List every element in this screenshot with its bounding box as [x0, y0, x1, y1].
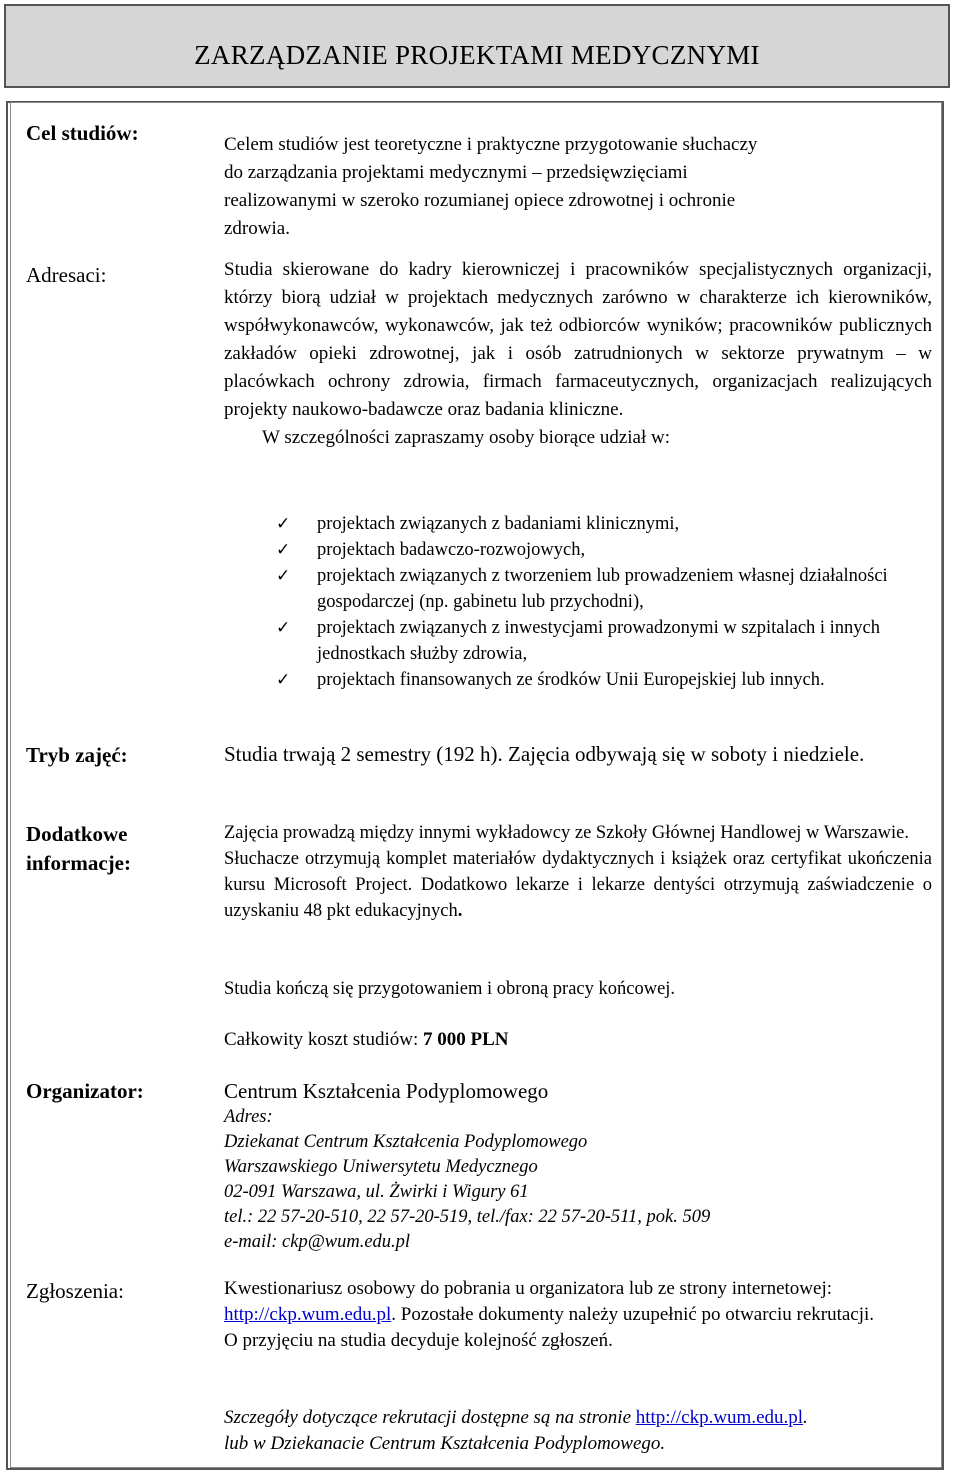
organizator-section — [224, 1077, 932, 1255]
label-tryb-zajec: Tryb zajęć: — [26, 743, 128, 767]
label-organizator: Organizator: — [26, 1079, 144, 1103]
phone-line: tel.: 22 57-20-510, 22 57-20-519, tel./fax: 22 57-20-511, pok. 509 — [224, 1207, 711, 1227]
address-line: Warszawskiego Uniwersytetu Medycznego — [224, 1157, 538, 1177]
dodatkowe-p1: Zajęcia prowadzą między innymi wykładowcy ze Szkoły Głównej Handlowej w Warszawie. — [224, 823, 910, 843]
zgloszenia-p1 — [224, 1276, 932, 1328]
cost-label: Całkowity koszt studiów: — [224, 1029, 423, 1050]
zgloszenia-p3-line2: lub w Dziekanacie Centrum Kształcenia Podyplomowego. — [224, 1433, 666, 1454]
list-item — [276, 667, 936, 693]
organizator-address — [224, 1105, 932, 1255]
adresaci-section — [224, 256, 932, 452]
organizator-name: Centrum Kształcenia Podyplomowego — [224, 1079, 549, 1103]
check-icon: ✓ — [276, 670, 291, 690]
page-title: ZARZĄDZANIE PROJEKTAMI MEDYCZNYMI — [194, 40, 760, 70]
dodatkowe-p3-wrap — [224, 976, 932, 1002]
list-item-text: projektach badawczo-rozwojowych, — [317, 540, 586, 560]
tryb-text: Studia trwają 2 semestry (192 h). Zajęcia odbywają się w soboty i niedziele. — [224, 742, 865, 766]
address-label: Adres: — [224, 1107, 273, 1127]
zgloszenia-p1-after: . Pozostałe dokumenty należy uzupełnić po otwarciu rekrutacji. — [391, 1304, 875, 1325]
dodatkowe-p2 — [224, 846, 932, 924]
check-icon: ✓ — [276, 540, 291, 560]
adresaci-list — [276, 511, 936, 693]
zgloszenia-p3-text: Szczegóły dotyczące rekrutacji dostępne są na stronie — [224, 1407, 636, 1428]
cost-value: 7 000 PLN — [422, 1029, 509, 1050]
check-icon: ✓ — [276, 514, 291, 534]
ckp-website-link[interactable]: http://ckp.wum.edu.pl — [224, 1304, 392, 1325]
list-item — [276, 537, 936, 563]
list-item — [276, 615, 936, 667]
address-line: 02-091 Warszawa, ul. Żwirki i Wigury 61 — [224, 1182, 529, 1202]
zgloszenia-details — [224, 1405, 932, 1457]
address-line: Dziekanat Centrum Kształcenia Podyplomowego — [224, 1132, 588, 1152]
email-line: e-mail: ckp@wum.edu.pl — [224, 1232, 411, 1252]
zgloszenia-p3-after: . — [803, 1407, 808, 1428]
cel-line: realizowanymi w szeroko rozumianej opiece zdrowotnej i ochronie — [224, 190, 736, 211]
check-icon: ✓ — [276, 618, 291, 638]
check-icon: ✓ — [276, 566, 291, 586]
zgloszenia-section — [224, 1276, 932, 1354]
cost-line — [224, 1027, 932, 1053]
list-item-text: projektach związanych z badaniami klinicznymi, — [317, 514, 680, 534]
label-adresaci: Adresaci: — [26, 263, 107, 287]
cel-line: zdrowia. — [224, 218, 290, 239]
tryb-section — [224, 740, 932, 769]
list-item-text: projektach finansowanych ze środków Unii Europejskiej lub innych. — [317, 670, 825, 690]
dodatkowe-p3: Studia kończą się przygotowaniem i obroną pracy końcowej. — [224, 979, 676, 999]
label-dodatkowe: Dodatkowe — [26, 822, 128, 846]
zgloszenia-p2: O przyjęciu na studia decyduje kolejność zgłoszeń. — [224, 1330, 613, 1351]
cel-line: Celem studiów jest teoretyczne i praktyczne przygotowanie słuchaczy — [224, 134, 758, 155]
zgloszenia-p3 — [224, 1405, 932, 1431]
adresaci-text: Studia skierowane do kadry kierowniczej i pracowników specjalistycznych organizacji, którzy biorą udział w projektach medycznych zarówno w charakterze ich kierowników, współwykonawców, wykonawców, jak też odbiorców wyników; pracowników publicznych zakładów opieki zdrowotnej, jak i osób zatrudnionych w sektorze prywatnym – w placówkach ochrony zdrowia, firmach farmaceutycznych, organizacjach realizujących projekty naukowo-badawcze oraz badania kliniczne. — [224, 259, 932, 420]
ckp-details-link[interactable]: http://ckp.wum.edu.pl — [635, 1407, 804, 1428]
list-item — [276, 511, 936, 537]
list-item — [276, 563, 936, 615]
title-banner — [4, 4, 950, 88]
dodatkowe-section — [224, 820, 932, 924]
cel-studiow-text — [224, 131, 932, 243]
list-item-text: projektach związanych z inwestycjami prowadzonymi w szpitalach i innych jednostkach służby zdrowia, — [317, 618, 881, 664]
label-cel-studiow: Cel studiów: — [26, 121, 139, 145]
cost-wrap — [224, 1027, 932, 1053]
adresaci-intro: W szczególności zapraszamy osoby biorące udział w: — [262, 427, 670, 448]
dodatkowe-p2-text: Słuchacze otrzymują komplet materiałów dydaktycznych i książek oraz certyfikat ukończenia kursu Microsoft Project. Dodatkowo lekarze i lekarze dentyści otrzymują zaświadczenie o uzyskaniu 48 pkt edukacyjnych — [224, 849, 932, 921]
label-informacje: informacje: — [26, 851, 131, 875]
zgloszenia-p1-text: Kwestionariusz osobowy do pobrania u organizatora lub ze strony internetowej: — [224, 1278, 833, 1299]
dodatkowe-p2-end: . — [457, 901, 463, 921]
list-item-text: projektach związanych z tworzeniem lub prowadzeniem własnej działalności gospodarczej (np. gabinetu lub przychodni), — [317, 566, 888, 612]
cel-line: do zarządzania projektami medycznymi – przedsięwzięciami — [224, 162, 688, 183]
label-zgloszenia: Zgłoszenia: — [26, 1279, 124, 1303]
